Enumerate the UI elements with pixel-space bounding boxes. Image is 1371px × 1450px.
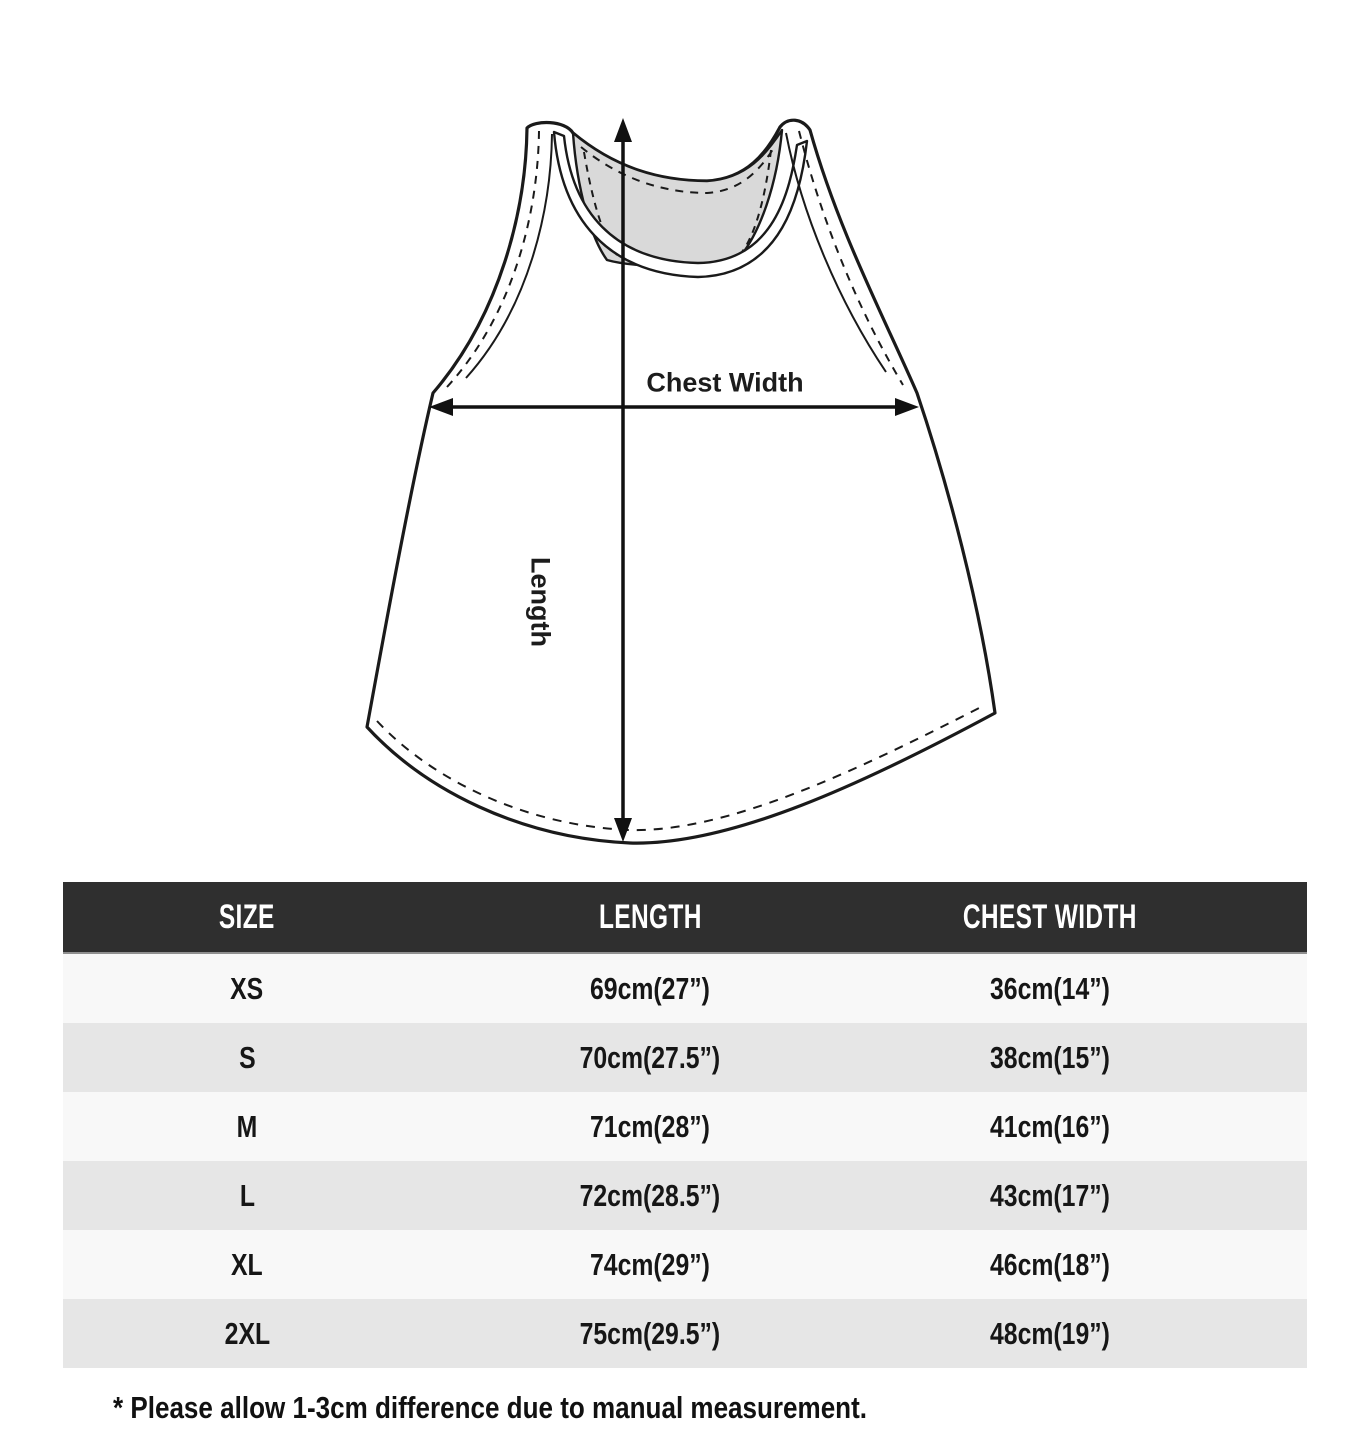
- size-row-m: [63, 1092, 1307, 1161]
- cell-size: XL: [231, 1246, 263, 1282]
- header-cell-length: LENGTH: [598, 897, 702, 936]
- cell-size: L: [239, 1177, 255, 1213]
- cell-chest-width: 41cm(16”): [990, 1108, 1110, 1144]
- measurement-note: * Please allow 1-3cm difference due to manual measurement.: [113, 1390, 867, 1425]
- cell-size: 2XL: [224, 1315, 270, 1351]
- size-table: [63, 882, 1307, 1368]
- cell-length: 74cm(29”): [590, 1246, 710, 1282]
- tank-top-size-diagram: [330, 90, 1050, 880]
- cell-length: 70cm(27.5”): [579, 1039, 721, 1075]
- header-cell-size: SIZE: [219, 897, 275, 936]
- tank-top-illustration: [330, 90, 1050, 880]
- cell-length: 75cm(29.5”): [579, 1315, 721, 1351]
- size-row-2xl: [63, 1299, 1307, 1368]
- chest-width-dimension-label: Chest Width: [646, 367, 804, 398]
- cell-chest-width: 46cm(18”): [990, 1246, 1110, 1282]
- cell-size: M: [236, 1108, 258, 1144]
- cell-chest-width: 38cm(15”): [990, 1039, 1110, 1075]
- cell-length: 71cm(28”): [590, 1108, 710, 1144]
- cell-chest-width: 36cm(14”): [990, 970, 1110, 1006]
- header-cell-chest-width: CHEST WIDTH: [963, 897, 1137, 936]
- cell-size: XS: [230, 970, 264, 1006]
- cell-chest-width: 43cm(17”): [990, 1177, 1110, 1213]
- cell-size: S: [238, 1039, 256, 1075]
- size-row-xs: [63, 954, 1307, 1023]
- size-table-header: [63, 882, 1307, 954]
- length-dimension-label: Length: [525, 557, 556, 647]
- cell-chest-width: 48cm(19”): [990, 1315, 1110, 1351]
- size-row-l: [63, 1161, 1307, 1230]
- size-row-xl: [63, 1230, 1307, 1299]
- cell-length: 72cm(28.5”): [579, 1177, 721, 1213]
- size-row-s: [63, 1023, 1307, 1092]
- cell-length: 69cm(27”): [590, 970, 710, 1006]
